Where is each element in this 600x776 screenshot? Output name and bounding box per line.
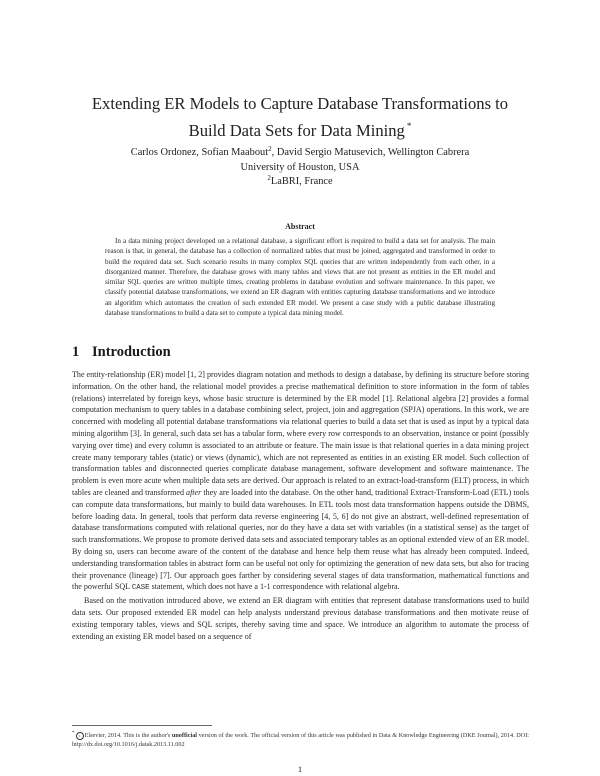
intro-paragraph-1 [72, 369, 529, 595]
paper-title [60, 93, 540, 142]
intro-paragraph-2: Based on the motivation introduced above, we extend an ER diagram with entities that represent database transformations used to build data sets. Our proposed extended ER model can help analysts understand previous database transformations and then motivate reuse of existing temporary tables, views and SQL scripts, thereby saving time and space. We introduce an algorithm to automate the process of extending an existing ER model based on a sequence of [72, 596, 529, 641]
para1-text-b: they are loaded into the database. On the other hand, traditional Extract-Transform-Load (ETL) tools can compute data transformations, but mainly to build data warehouses. In ETL tools most data transformation happens outside the DBMS, before loading data. In general, tools that perform data reverse engineering [4, 5, 6] do not give an abstract, well-defined representation of database transformations computed with relational queries, nor do they have a data set with variables (in a statistical sense) as the target of such transformations. We propose to promote derived data sets and associated temporary tables as an optional extended view of an ER model. By doing so, users can become aware of the content of the database and hence help them reuse what has already been computed. Indeed, understanding transformation tables in abstract form can be useful not only for optimizing the generation of new data sets, but also for tracing their provenance (lineage) [7]. Our approach goes farther by considering several stages of data transformation, mathematical functions and the powerful SQL [72, 487, 529, 592]
title-line-1: Extending ER Models to Capture Database Transformations to [91, 94, 509, 113]
section-title: Introduction [92, 344, 171, 360]
sql-case-keyword: CASE [131, 584, 150, 593]
abstract-body: In a data mining project developed on a relational database, a significant effort is required to build a data set for analysis. The main reason is that, in general, the database has a collection of normalized tables that must be joined, aggregated and transformed in order to build the required data set. Such scenario results in many complex SQL queries that are written independently from each other, in a disorganized manner. Therefore, the database grows with many tables and views that are not present as entities in the ER model and similar SQL queries are written multiple times, creating problems in database evolution and software maintenance. In this paper, we classify potential database transformations, we extend an ER diagram with entities capturing database transformations and we introduce an algorithm which automates the creation of such extended ER model. We present a case study with a public database illustrating database transformations to build a data set to compute a typical data mining model. [105, 237, 495, 318]
author-list [60, 146, 540, 161]
footnote-text-b: version of the work. The official version of this article was published in Data & Knowledge Engineering (DKE Journal), 2014. DOI: http://dx.doi.org/10.1016/j.datak.2013.11.002 [72, 732, 529, 748]
abstract-heading: Abstract [285, 222, 315, 231]
title-footnote-mark: * [406, 121, 412, 131]
para1-text-a: The entity-relationship (ER) model [1, 2] provides diagram notation and methods to design a database, by defining its structure before storing information. On the other hand, the relational model provides a precise mathematical definition to store information in the form of tables (relations) interrelated by foreign keys, whose basic structure is determined by the ER model [1]. Relational algebra [2] provides a formal computation mechanism to query tables in a database combining select, project, join and aggregation (SPJA) operations. In this work, we are concerned with modeling all potential database transformations via relational queries to build a data set that is used as input by a typical data mining algorithm [3]. In general, such data set has a tabular form, where every row corresponds to an observation, instance or point (possibly varying over time) and every column is associated to an attribute or feature. The main issue is that relational queries in a data mining project create many temporary tables (static) or views (dynamic), which are not represented as entities in an existing ER model. Such collection of transformation tables and disconnected queries complicate database management, software development and software maintenance. The problem is even more acute when multiple data sets are derived. Our approach is related to an extract-load-transform (ELT) process, in which tables are cleaned and transformed [72, 370, 529, 497]
authors-block [60, 146, 540, 190]
affiliation-2-text: LaBRI, France [270, 176, 333, 188]
footnote-mark: * [72, 730, 75, 736]
title-line-2 [60, 115, 540, 142]
copyright-icon: c [76, 732, 84, 740]
para1-text-c: statement, which does not have a 1-1 correspondence with relational algebra. [151, 582, 400, 592]
author-affiliation-mark: 2 [268, 145, 272, 153]
affiliation-1: University of Houston, USA [240, 161, 360, 173]
section-number: 1 [72, 344, 80, 360]
abstract-text [105, 236, 495, 318]
introduction-body [72, 369, 529, 642]
footnote-text-a: Elsevier, 2014. This is the author's [84, 732, 171, 740]
section-heading-introduction [72, 344, 171, 361]
title-line-2-text: Build Data Sets for Data Mining [188, 121, 405, 140]
footnote-rule [72, 725, 212, 726]
footnote-bold: unofficial [171, 732, 198, 740]
affiliation-2-mark: 2 [267, 174, 271, 183]
affiliation-2 [60, 175, 540, 190]
authors-text-2: , David Sergio Matusevich, Wellington Cabrera [271, 147, 470, 158]
authors-text-1: Carlos Ordonez, Sofian Maabout [130, 147, 269, 158]
footnote [72, 729, 529, 749]
para1-emphasis: after [186, 487, 202, 497]
page-number: 1 [297, 764, 303, 774]
